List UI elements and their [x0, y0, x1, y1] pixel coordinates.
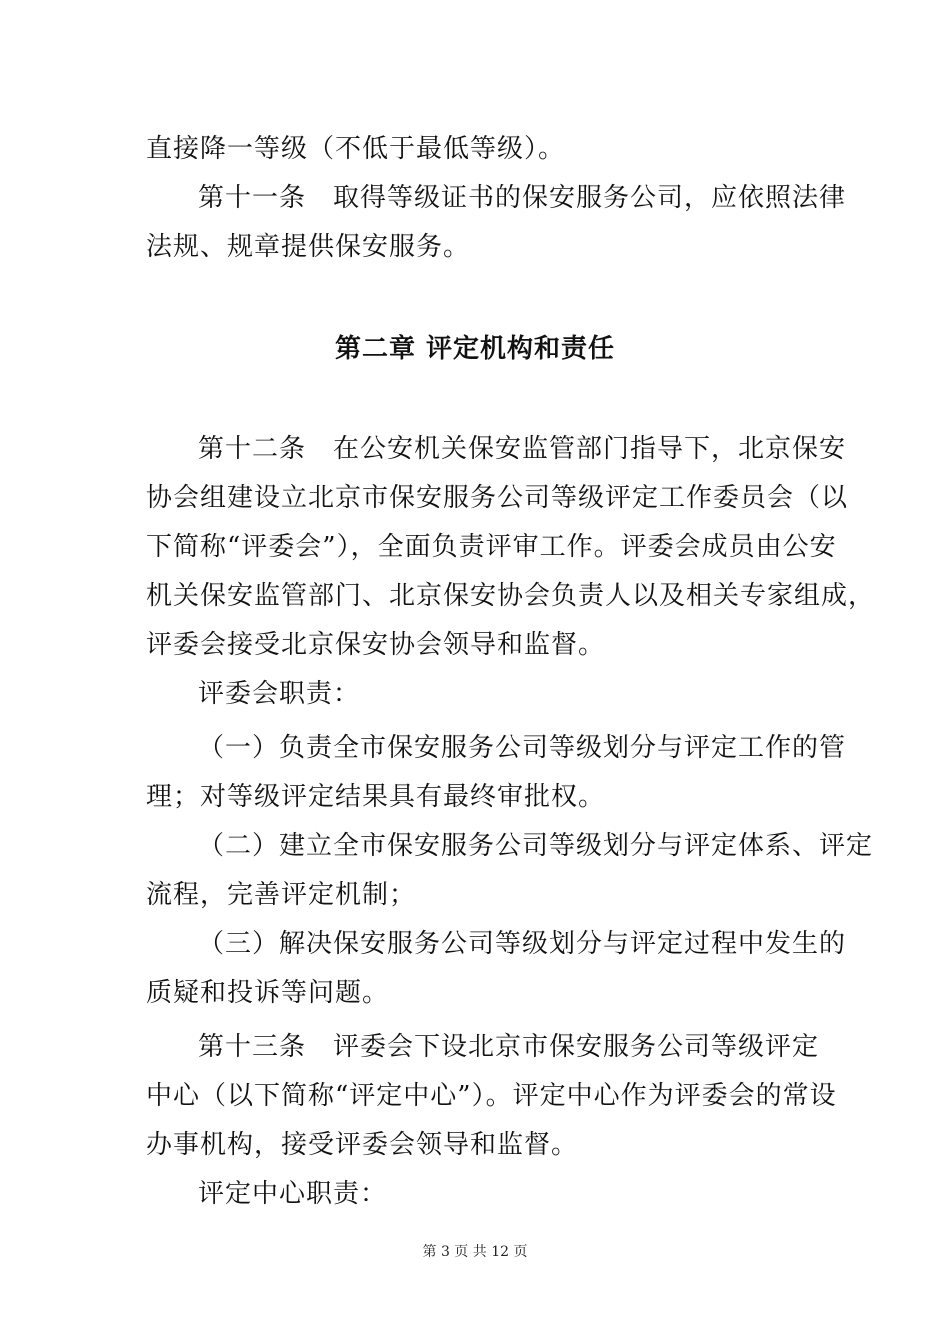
duty-1-line-1: （一）负责全市保安服务公司等级划分与评定工作的管	[198, 733, 847, 763]
chapter-heading: 第二章 评定机构和责任	[334, 334, 616, 364]
article-12-line-2: 协会组建设立北京市保安服务公司等级评定工作委员会（以	[146, 483, 849, 513]
article-11-line-1: 第十一条 取得等级证书的保安服务公司，应依照法律	[198, 183, 847, 213]
duty-2-line-1: （二）建立全市保安服务公司等级划分与评定体系、评定	[198, 831, 874, 861]
article-12-line-3: 下简称“评委会”），全面负责评审工作。评委会成员由公安	[146, 532, 837, 562]
center-duties-label: 评定中心职责：	[198, 1179, 388, 1209]
committee-duties-label: 评委会职责：	[198, 679, 361, 709]
duty-3-line-2: 质疑和投诉等问题。	[146, 978, 390, 1008]
article-11-line-2: 法规、规章提供保安服务。	[146, 232, 471, 262]
duty-3-line-1: （三）解决保安服务公司等级划分与评定过程中发生的	[198, 929, 847, 959]
article-13-line-3: 办事机构，接受评委会领导和监督。	[146, 1130, 579, 1160]
article-13-line-1: 第十三条 评委会下设北京市保安服务公司等级评定	[198, 1032, 820, 1062]
page-footer: 第 3 页 共 12 页	[422, 1244, 528, 1260]
duty-2-line-2: 流程，完善评定机制；	[146, 880, 417, 910]
article-12-line-4: 机关保安监管部门、北京保安协会负责人以及相关专家组成，	[146, 581, 876, 611]
article-12-line-5: 评委会接受北京保安协会领导和监督。	[146, 630, 606, 660]
article-13-line-2: 中心（以下简称“评定中心”）。评定中心作为评委会的常设	[146, 1081, 837, 1111]
article-12-line-1: 第十二条 在公安机关保安监管部门指导下，北京保安	[198, 434, 847, 464]
text-line-1: 直接降一等级（不低于最低等级）。	[146, 134, 566, 164]
duty-1-line-2: 理；对等级评定结果具有最终审批权。	[146, 782, 606, 812]
